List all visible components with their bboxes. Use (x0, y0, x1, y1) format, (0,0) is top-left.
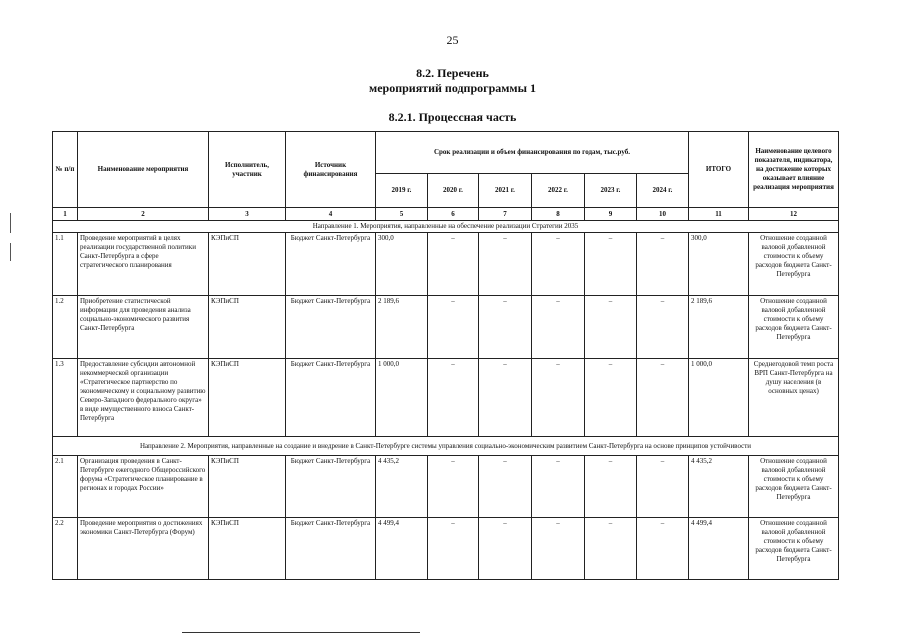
table-row (53, 456, 839, 518)
year-value-cell: – (637, 518, 689, 580)
year-value-cell: – (479, 233, 532, 296)
column-number-cell: 10 (637, 208, 689, 221)
header-period: Срок реализации и объем финансирования по годам, тыс.руб. (376, 132, 689, 174)
funding-source-cell: Бюджет Санкт-Петербурга (286, 518, 376, 580)
year-value-cell: – (637, 359, 689, 437)
header-row-1 (53, 132, 839, 174)
row-number-cell: 2.1 (53, 456, 78, 518)
executor-cell: КЭПиСП (209, 359, 286, 437)
header-name: Наименование мероприятия (78, 132, 209, 208)
column-number-cell: 11 (689, 208, 749, 221)
total-value-cell: 300,0 (689, 233, 749, 296)
year-value-cell: – (637, 233, 689, 296)
section-title: Направление 1. Мероприятия, направленные на обеспечение реализации Стратегии 2035 (53, 221, 839, 233)
year-value-cell: – (479, 518, 532, 580)
year-value-cell: – (637, 456, 689, 518)
year-value-cell: – (585, 233, 637, 296)
event-name-cell: Организация проведения в Санкт-Петербурге ежегодного Общероссийского форума «Стратегическое планирование в регионах и городах России» (78, 456, 209, 518)
section-heading (0, 66, 905, 96)
table-row (53, 359, 839, 437)
row-number-cell: 1.1 (53, 233, 78, 296)
table-row (53, 233, 839, 296)
year-value-cell: – (532, 518, 585, 580)
column-number-cell: 8 (532, 208, 585, 221)
column-number-cell: 5 (376, 208, 428, 221)
column-number-cell: 4 (286, 208, 376, 221)
event-name-cell: Проведение мероприятий в целях реализации государственной политики Санкт-Петербурга в сфере стратегического планирования (78, 233, 209, 296)
year-value-cell: 300,0 (376, 233, 428, 296)
footnote-rule (182, 632, 420, 633)
row-number-cell: 1.3 (53, 359, 78, 437)
total-value-cell: 4 499,4 (689, 518, 749, 580)
year-value-cell: – (428, 359, 479, 437)
heading-line-1: 8.2. Перечень (416, 66, 489, 80)
funding-source-cell: Бюджет Санкт-Петербурга (286, 233, 376, 296)
funding-source-cell: Бюджет Санкт-Петербурга (286, 296, 376, 359)
year-value-cell: – (585, 359, 637, 437)
year-value-cell: – (428, 296, 479, 359)
event-name-cell: Проведение мероприятия о достижениях экономики Санкт-Петербурга (Форум) (78, 518, 209, 580)
row-number-cell: 2.2 (53, 518, 78, 580)
executor-cell: КЭПиСП (209, 518, 286, 580)
year-value-cell: 2 189,6 (376, 296, 428, 359)
year-value-cell: – (428, 518, 479, 580)
executor-cell: КЭПиСП (209, 233, 286, 296)
indicator-cell: Отношение созданной валовой добавленной стоимости к объему расходов бюджета Санкт-Петербурга (749, 296, 839, 359)
year-value-cell: 1 000,0 (376, 359, 428, 437)
year-value-cell: – (532, 233, 585, 296)
subsection-heading: 8.2.1. Процессная часть (388, 110, 517, 124)
header-year: 2022 г. (532, 174, 585, 208)
column-number-cell: 7 (479, 208, 532, 221)
year-value-cell: 4 499,4 (376, 518, 428, 580)
column-number-cell: 2 (78, 208, 209, 221)
margin-line (10, 213, 11, 233)
funding-source-cell: Бюджет Санкт-Петербурга (286, 456, 376, 518)
header-year: 2024 г. (637, 174, 689, 208)
section-row (53, 221, 839, 233)
event-name-cell: Предоставление субсидии автономной некоммерческой организации «Стратегическое партнерство по экономическому и социальному развитию Северо-Западного федерального округа» в виде имущественного взноса Санкт-Петербурга (78, 359, 209, 437)
heading-line-2: мероприятий подпрограммы 1 (369, 81, 536, 95)
year-value-cell: – (479, 296, 532, 359)
indicator-cell: Отношение созданной валовой добавленной стоимости к объему расходов бюджета Санкт-Петербурга (749, 456, 839, 518)
executor-cell: КЭПиСП (209, 456, 286, 518)
column-number-row (53, 208, 839, 221)
total-value-cell: 2 189,6 (689, 296, 749, 359)
section-row (53, 437, 839, 456)
year-value-cell: – (532, 456, 585, 518)
year-value-cell: – (479, 359, 532, 437)
year-value-cell: – (585, 518, 637, 580)
year-value-cell: – (532, 359, 585, 437)
total-value-cell: 4 435,2 (689, 456, 749, 518)
header-year: 2020 г. (428, 174, 479, 208)
column-number-cell: 12 (749, 208, 839, 221)
header-indicator: Наименование целевого показателя, индикатора, на достижение которых оказывает влияние реализация мероприятия (749, 132, 839, 208)
indicator-cell: Отношение созданной валовой добавленной стоимости к объему расходов бюджета Санкт-Петербурга (749, 233, 839, 296)
indicator-cell: Отношение созданной валовой добавленной стоимости к объему расходов бюджета Санкт-Петербурга (749, 518, 839, 580)
header-year: 2021 г. (479, 174, 532, 208)
year-value-cell: 4 435,2 (376, 456, 428, 518)
row-number-cell: 1.2 (53, 296, 78, 359)
event-name-cell: Приобретение статистической информации для проведения анализа социально-экономического развития Санкт-Петербурга (78, 296, 209, 359)
column-number-cell: 9 (585, 208, 637, 221)
page-number: 25 (446, 33, 459, 47)
year-value-cell: – (428, 456, 479, 518)
year-value-cell: – (428, 233, 479, 296)
section-title: Направление 2. Мероприятия, направленные на создание и внедрение в Санкт-Петербурге системы управления социально-экономическим развитием Санкт-Петербурга на основе принципов устойчивости (53, 437, 839, 456)
table-row (53, 518, 839, 580)
table-row (53, 296, 839, 359)
year-value-cell: – (479, 456, 532, 518)
header-num: № п/п (53, 132, 78, 208)
column-number-cell: 1 (53, 208, 78, 221)
margin-line (10, 243, 11, 261)
column-number-cell: 3 (209, 208, 286, 221)
year-value-cell: – (585, 456, 637, 518)
indicator-cell: Среднегодовой темп роста ВРП Санкт-Петербурга на душу населения (в основных ценах) (749, 359, 839, 437)
year-value-cell: – (637, 296, 689, 359)
column-number-cell: 6 (428, 208, 479, 221)
year-value-cell: – (585, 296, 637, 359)
total-value-cell: 1 000,0 (689, 359, 749, 437)
year-value-cell: – (532, 296, 585, 359)
funding-source-cell: Бюджет Санкт-Петербурга (286, 359, 376, 437)
executor-cell: КЭПиСП (209, 296, 286, 359)
events-table (52, 131, 839, 580)
header-year: 2023 г. (585, 174, 637, 208)
header-year: 2019 г. (376, 174, 428, 208)
header-total: ИТОГО (689, 132, 749, 208)
header-executor: Исполнитель, участник (209, 132, 286, 208)
header-source: Источник финансирования (286, 132, 376, 208)
